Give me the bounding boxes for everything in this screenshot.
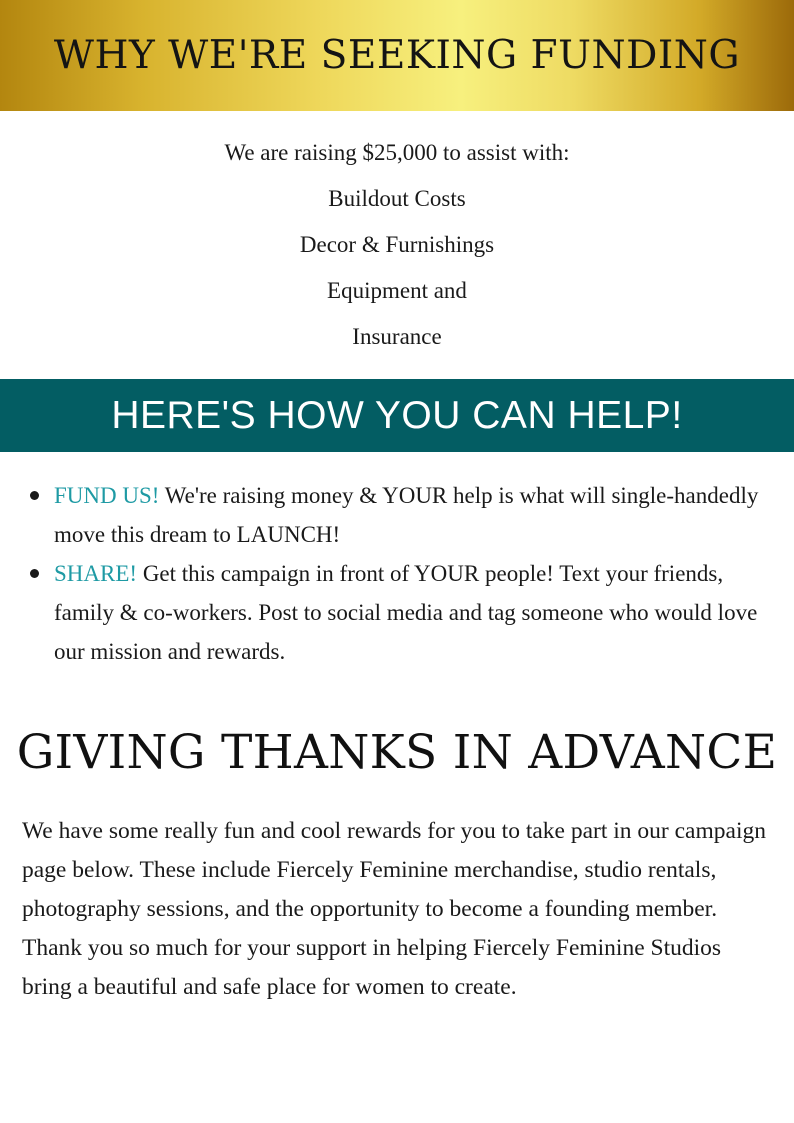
funding-item: Equipment and [327,278,467,303]
help-item-lead: FUND US! [54,483,160,508]
help-list [30,476,780,671]
help-item-fund [30,476,780,554]
funding-header-title: WHY WE'RE SEEKING FUNDING [53,33,741,78]
thanks-body: We have some really fun and cool rewards for you to take part in our campaign page below. These include Fiercely Feminine merchandise, studio rentals, photography sessions, and the opportunity to become a founding member. Thank you so much for your support in helping Fiercely Feminine Studios bring a beautiful and safe place for women to create. [22,818,766,1000]
funding-item: Decor & Furnishings [299,232,495,257]
thanks-title: GIVING THANKS IN ADVANCE [16,725,778,780]
help-item-text: Get this campaign in front of YOUR people! Text your friends, family & co-workers. Post to social media and tag someone who would love our mission and rewards. [54,561,758,664]
funding-item: Buildout Costs [328,186,466,211]
help-item-lead: SHARE! [54,561,138,586]
help-header-title: HERE'S HOW YOU CAN HELP! [111,393,683,437]
bullet-icon [30,569,39,578]
bullet-icon [30,491,39,500]
help-item-share [30,554,780,671]
funding-header-banner [0,0,794,111]
funding-purpose-section [0,130,794,360]
help-item-text: We're raising money & YOUR help is what will single-handedly move this dream to LAUNCH! [54,483,759,547]
funding-item: Insurance [352,324,442,349]
help-header-banner [0,379,794,452]
funding-intro: We are raising $25,000 to assist with: [224,140,570,165]
